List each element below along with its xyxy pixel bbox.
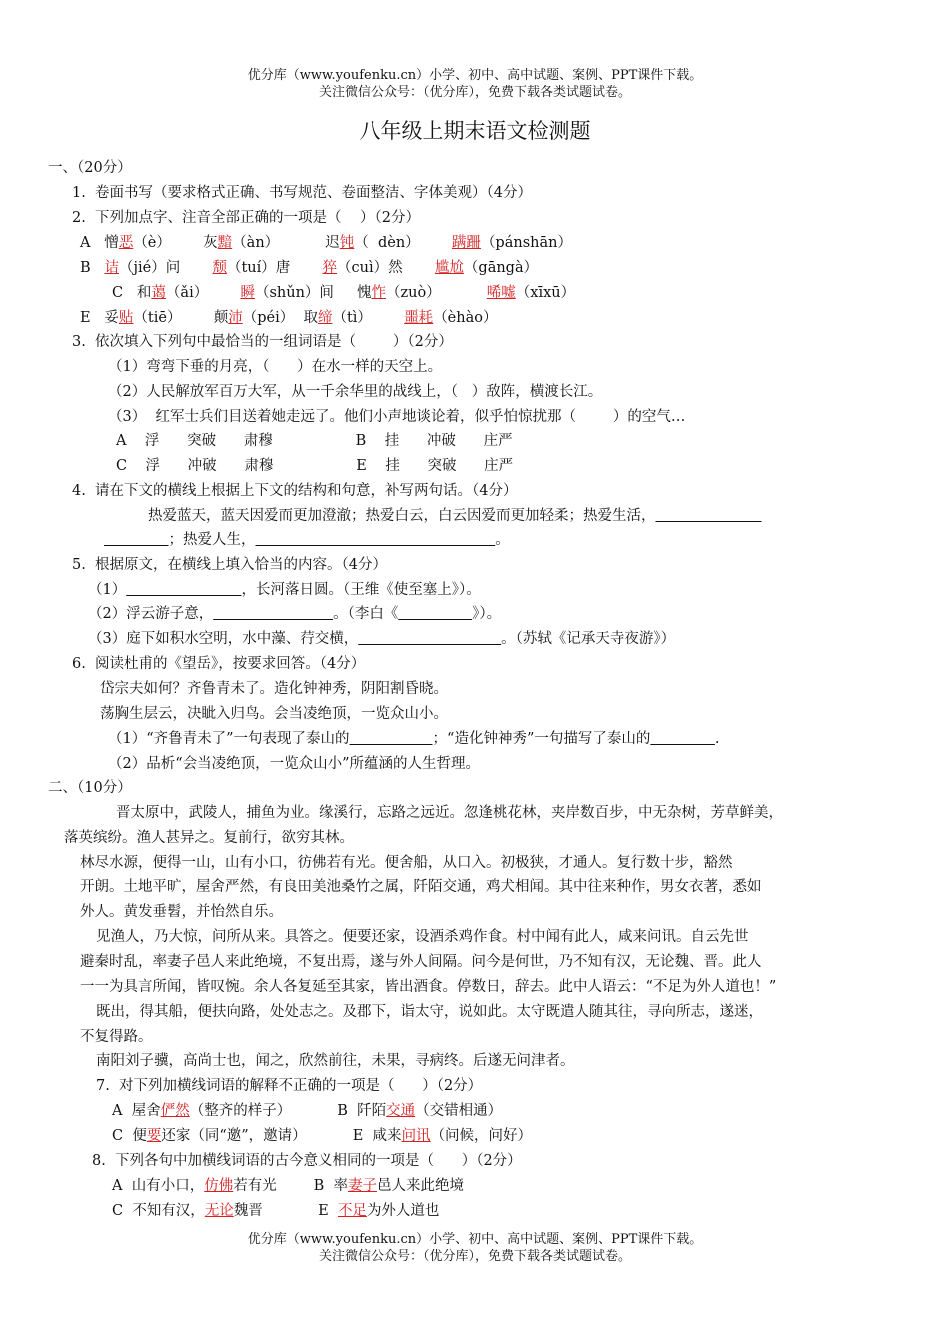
line-text: E 妥 — [80, 310, 119, 326]
answer-blank — [656, 508, 762, 524]
line-text: （1）“齐鲁青未了”一句表现了泰山的 — [108, 731, 350, 747]
text-line — [72, 481, 518, 501]
text-line — [80, 977, 776, 997]
line-text: （2）浮云游子意， — [88, 606, 214, 622]
text-line — [80, 952, 762, 972]
footer-line-1: 优分库（www.youfenku.cn）小学、初中、高中试题、案例、PPT课件下载。 — [247, 1232, 703, 1247]
header-line-1: 优分库（www.youfenku.cn）小学、初中、高中试题、案例、PPT课件下载。 — [247, 68, 703, 83]
marked-word: 俨然 — [160, 1103, 190, 1119]
line-text: 3. 依次填入下列句中最恰当的一组词语是（ ）（2分） — [72, 334, 453, 350]
line-text: B — [80, 260, 105, 276]
line-text: （è） 灰 — [133, 235, 218, 251]
text-line — [116, 456, 513, 476]
marked-word: 恶 — [118, 235, 134, 251]
line-text: 见渔人，乃大惊，问所从来。具答之。便要还家，设酒杀鸡作食。村中闻有此人，咸来问讯。自云先世 — [96, 929, 749, 945]
line-text: C 和 — [112, 285, 152, 301]
text-line — [48, 158, 132, 178]
text-line — [116, 431, 513, 451]
line-text: 若有光 B 率 — [233, 1178, 348, 1194]
line-text: （èhào） — [433, 310, 498, 326]
marked-word: 仿佛 — [204, 1178, 234, 1194]
line-text: C 便 — [112, 1128, 147, 1144]
answer-blank — [126, 582, 241, 598]
line-text: C 不知有汉， — [112, 1203, 205, 1219]
marked-word: 噩耗 — [404, 310, 434, 326]
marked-word: 蔼 — [151, 285, 166, 301]
line-text: 邑人来此绝境 — [376, 1178, 464, 1194]
line-text: A 憎 — [80, 235, 119, 251]
text-line — [72, 208, 420, 228]
text-line — [116, 803, 783, 823]
line-text: ，长河落日圆。（王维《使至塞上》）。 — [241, 582, 481, 598]
line-text: . — [714, 731, 720, 747]
text-line — [100, 679, 448, 699]
text-line — [108, 754, 480, 774]
text-line — [108, 407, 685, 427]
answer-blank — [104, 532, 169, 548]
marked-word: 颓 — [212, 260, 227, 276]
answer-blank — [358, 631, 501, 647]
text-line — [72, 555, 387, 575]
line-text: （2）人民解放军百万大军，从一千余华里的战线上，（ ）敌阵，横渡长江。 — [108, 384, 603, 400]
text-line — [96, 1076, 482, 1096]
text-line — [108, 382, 602, 402]
line-text: （péi） 取 — [242, 310, 318, 326]
text-line — [64, 828, 354, 848]
line-text: ；“造化钟神秀”一句描写了泰山的 — [432, 731, 651, 747]
text-line — [80, 308, 497, 328]
line-text: 不复得路。 — [80, 1029, 153, 1045]
line-text: 避秦时乱，率妻子邑人来此绝境，不复出焉，遂与外人间隔。问今是何世，乃不知有汉，无论魏、晋。此人 — [80, 954, 762, 970]
line-text: （àn） 迟 — [232, 235, 340, 251]
text-line — [112, 1201, 439, 1221]
marked-word: 贴 — [118, 310, 134, 326]
line-text: （xīxū） — [515, 285, 576, 301]
text-line — [72, 332, 453, 352]
text-line — [48, 778, 132, 798]
text-line — [148, 506, 762, 526]
text-line — [72, 183, 532, 203]
text-line — [88, 629, 675, 649]
text-line — [112, 1126, 532, 1146]
text-line — [72, 654, 365, 674]
line-text: （问候，问好） — [430, 1128, 533, 1144]
marked-word: 唏嘘 — [486, 285, 516, 301]
line-text: 一一为具言所闻，皆叹惋。余人各复延至其家，皆出酒食。停数日，辞去。此中人语云：“不足为外人道也！” — [80, 979, 777, 995]
line-text: （zuò） — [385, 285, 487, 301]
page-title: 八年级上期末语文检测题 — [359, 119, 591, 143]
line-text: （1）弯弯下垂的月亮，（ ）在水一样的天空上。 — [108, 359, 443, 375]
text-line — [80, 853, 733, 873]
line-text: 既出，得其船，便扶向路，处处志之。及郡下，诣太守，说如此。太守既遣人随其往，寻向所志，遂迷， — [96, 1004, 763, 1020]
line-text: 落英缤纷。渔人甚异之。复前行，欲穷其林。 — [64, 830, 354, 846]
line-text: （3）庭下如积水空明，水中藻、荇交横， — [88, 631, 359, 647]
line-text: 南阳刘子骥，高尚士也，闻之，欣然前往，未果，寻病终。后遂无问津者。 — [96, 1053, 575, 1069]
line-text: 。（李白《 — [333, 606, 399, 622]
line-text: 为外人道也 — [366, 1203, 440, 1219]
line-text: （pánshān） — [480, 235, 572, 251]
marked-word: 交通 — [386, 1103, 416, 1119]
marked-word: 沛 — [228, 310, 243, 326]
line-text: 5. 根据原文，在横线上填入恰当的内容。（4分） — [72, 557, 388, 573]
line-text: （shǔn）间 愧 — [254, 285, 372, 301]
line-text: （jié）问 — [118, 260, 213, 276]
line-text: 魏晋 E — [233, 1203, 338, 1219]
text-line — [108, 357, 442, 377]
marked-word: 怍 — [371, 285, 386, 301]
text-line — [112, 283, 575, 303]
text-line — [80, 1027, 153, 1047]
text-line — [104, 530, 510, 550]
line-text: A 屋舍 — [112, 1103, 161, 1119]
line-text: （1） — [88, 582, 127, 598]
answer-blank — [350, 731, 433, 747]
text-line — [108, 729, 720, 749]
line-text: （cuì）然 — [337, 260, 435, 276]
line-text: A 浮 突破 肃穆 B 挂 冲破 庄严 — [116, 433, 513, 449]
line-text: 晋太原中，武陵人，捕鱼为业。缘溪行，忘路之远近。忽逢桃花林，夹岸数百步，中无杂树，芳草鲜美， — [116, 805, 783, 821]
answer-blank — [256, 532, 496, 548]
marked-word: 不足 — [337, 1203, 367, 1219]
line-text: 》）。 — [472, 606, 502, 622]
line-text: （交错相通） — [415, 1103, 503, 1119]
line-text: 7. 对下列加横线词语的解释不正确的一项是（ ）（2分） — [96, 1078, 483, 1094]
line-text: C 浮 冲破 肃穆 E 挂 突破 庄严 — [116, 458, 514, 474]
marked-word: 瞬 — [240, 285, 255, 301]
line-text: 1. 卷面书写（要求格式正确、书写规范、卷面整洁、字体美观）（4分） — [72, 185, 533, 201]
line-text: 开朗。土地平旷，屋舍严然，有良田美池桑竹之属，阡陌交通，鸡犬相闻。其中往来种作，男女衣著，悉如 — [80, 879, 762, 895]
marked-word: 黯 — [217, 235, 233, 251]
line-text: 。（苏轼《记承天寺夜游》） — [501, 631, 676, 647]
line-text: 。 — [495, 532, 510, 548]
line-text: 6. 阅读杜甫的《望岳》，按要求回答。（4分） — [72, 656, 366, 672]
line-text: 一、（20分） — [48, 160, 132, 176]
marked-word: 蹒跚 — [451, 235, 481, 251]
text-line — [92, 1151, 522, 1171]
line-text: 热爱蓝天，蓝天因爱而更加澄澈；热爱白云，白云因爱而更加轻柔；热爱生活， — [148, 508, 656, 524]
text-line — [80, 902, 283, 922]
line-text: 荡胸生层云，决眦入归鸟。会当凌绝顶，一览众山小。 — [100, 706, 448, 722]
answer-blank — [650, 731, 715, 747]
marked-word: 钝 — [339, 235, 355, 251]
marked-word: 缔 — [317, 310, 333, 326]
text-line — [80, 258, 538, 278]
text-line — [80, 877, 762, 897]
text-line — [100, 704, 448, 724]
line-text: （tì） — [332, 310, 405, 326]
marked-word: 猝 — [322, 260, 338, 276]
text-line — [112, 1101, 502, 1121]
line-text: （整齐的样子） B 阡陌 — [189, 1103, 387, 1119]
line-text: （2）品析“会当凌绝顶，一览众山小”所蕴涵的人生哲理。 — [108, 756, 481, 772]
line-text: （3） 红军士兵们目送着她走远了。他们小声地谈论着，似乎怕惊扰那（ ）的空气… — [108, 409, 686, 425]
marked-word: 尴尬 — [434, 260, 464, 276]
line-text: 外人。黄发垂髫，并怡然自乐。 — [80, 904, 283, 920]
line-text: 8. 下列各句中加横线词语的古今意义相同的一项是（ ）（2分） — [92, 1153, 522, 1169]
marked-word: 要 — [146, 1128, 162, 1144]
text-line — [80, 233, 572, 253]
text-line — [96, 1051, 575, 1071]
answer-blank — [398, 606, 472, 622]
text-line — [88, 580, 481, 600]
header-line-2: 关注微信公众号：（优分库），免费下载各类试题试卷。 — [318, 85, 631, 100]
line-text: A 山有小口， — [112, 1178, 205, 1194]
line-text: （tuí）唐 — [226, 260, 323, 276]
line-text: 2. 下列加点字、注音全部正确的一项是（ ）（2分） — [72, 210, 420, 226]
text-line — [88, 604, 501, 624]
line-text: ；热爱人生， — [168, 532, 256, 548]
line-text: 二、（10分） — [48, 780, 132, 796]
line-text: 还家（同“邀”，邀请） E 咸来 — [161, 1128, 402, 1144]
footer-line-2: 关注微信公众号：（优分库），免费下载各类试题试卷。 — [318, 1249, 631, 1264]
line-text: （gāngà） — [463, 260, 539, 276]
marked-word: 妻子 — [347, 1178, 377, 1194]
line-text: 4. 请在下文的横线上根据上下文的结构和句意，补写两句话。（4分） — [72, 483, 518, 499]
line-text: （ǎi） — [165, 285, 241, 301]
text-line — [112, 1176, 464, 1196]
line-text: （ dèn） — [354, 235, 452, 251]
text-line — [96, 927, 749, 947]
marked-word: 问讯 — [401, 1128, 431, 1144]
answer-blank — [213, 606, 333, 622]
line-text: 林尽水源，便得一山，山有小口，彷佛若有光。便舍船，从口入。初极狭，才通人。复行数十步，豁然 — [80, 855, 733, 871]
marked-word: 诘 — [104, 260, 119, 276]
line-text: （tiē） 颠 — [133, 310, 229, 326]
line-text: 岱宗夫如何？齐鲁青未了。造化钟神秀，阴阳割昏晓。 — [100, 681, 448, 697]
text-line — [96, 1002, 763, 1022]
marked-word: 无论 — [204, 1203, 234, 1219]
